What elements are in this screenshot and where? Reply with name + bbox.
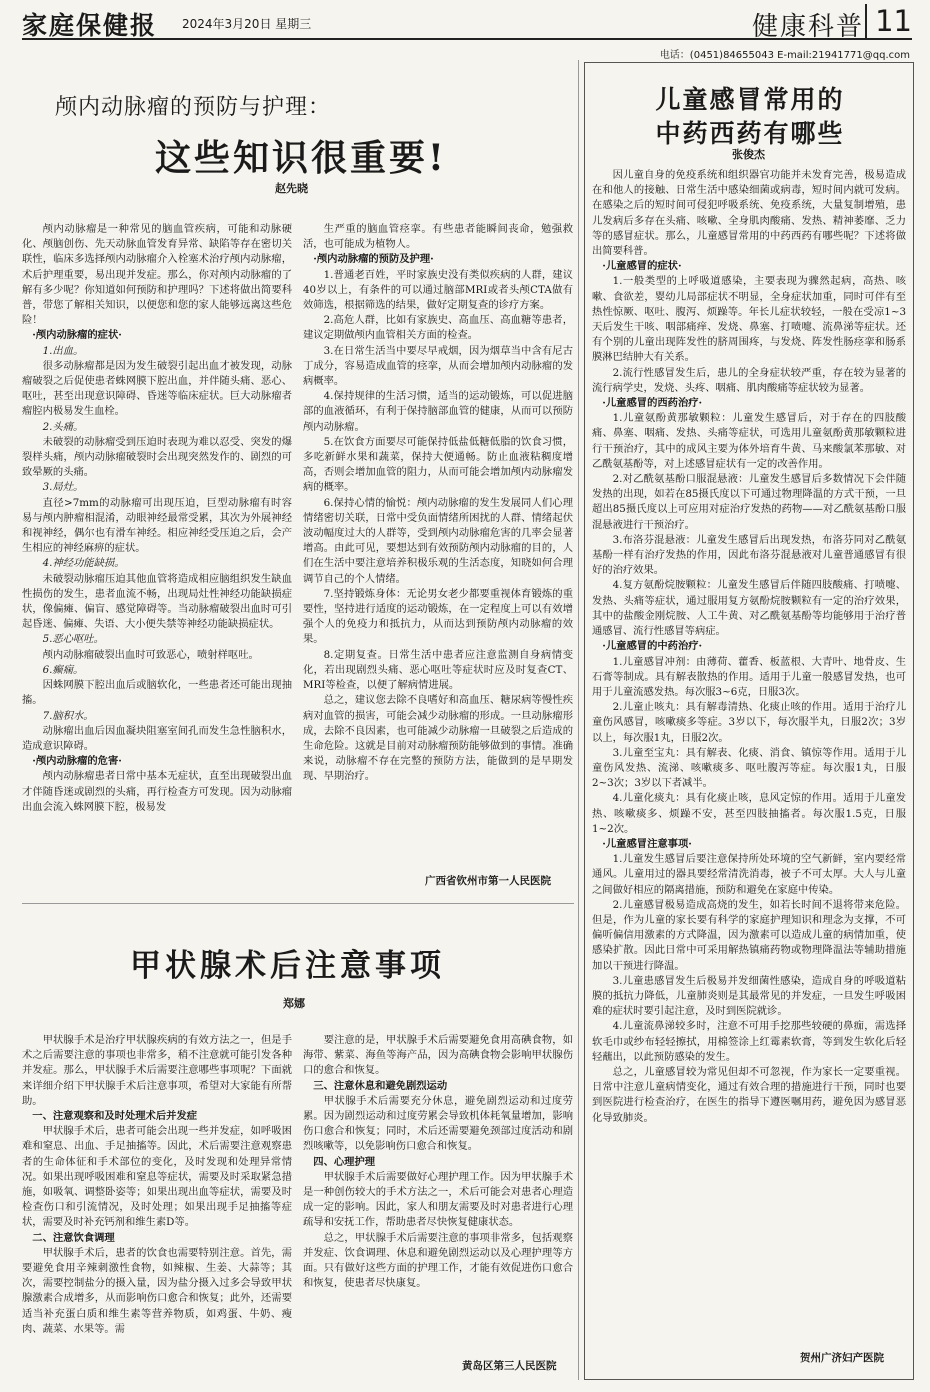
paragraph: 2.高危人群，比如有家族史、高血压、高血糖等患者，建议定期做颅内血管相关方面的检查。 (303, 314, 573, 342)
paragraph: 4.儿童流鼻涕较多时，注意不可用手挖那些较硬的鼻痂，需选择软毛巾或纱布轻轻擦拭，用棉签涂上红霉素软膏，等到发生软化后轻轻蘸出，以此预防感染的发生。 (592, 1020, 906, 1063)
section-name: 健康科普 (751, 12, 864, 42)
paragraph: 总之，建议您去除不良嗜好和高血压、糖尿病等慢性疾病对血管的损害，可能会减少动脉瘤的形成。一旦动脉瘤形成，去除不良因素，也可能减少动脉瘤一旦破裂之后造成的生命危险。这就是目前对动脉瘤预防能够做到的事情。准确来说，动脉瘤不存在完整的预防方法，能做到的是早期发现、早期治疗。 (303, 694, 573, 783)
article2-organization: 黄岛区第三人民医院 (462, 1360, 557, 1372)
paragraph: 2.儿童止咳丸：具有解毒清热、化痰止咳的作用。适用于治疗儿童伤风感冒，咳嗽痰多等症。3岁以下，每次服半丸，日服2次；3岁以上，每次服1丸，日服2次。 (592, 701, 906, 744)
section-heading: ·颅内动脉瘤的危害· (32, 755, 122, 768)
section-heading: ·颅内动脉瘤的预防及护理· (313, 253, 434, 266)
paragraph: 7.坚持锻炼身体：无论男女老少都要重视体育锻炼的重要性，坚持进行适度的运动锻炼，在一定程度上可以有效增强个人的免疫力和抵抗力，从而达到预防颅内动脉瘤的效果。 (303, 587, 573, 646)
masthead (22, 4, 912, 40)
article1-subtitle: 颅内动脉瘤的预防与护理： (55, 95, 332, 120)
paragraph: 4.保持规律的生活习惯，适当的运动锻炼，可以促进脑部的血液循环，有利于保持脑部血管的健康，从而可以预防颅内动脉瘤。 (303, 390, 573, 433)
paragraph: 因儿童自身的免疫系统和组织器官功能并未发育完善，极易造成在和他人的接触、日常生活中感染细菌或病毒，短时间内就可发病。在感染之后的短时间可侵犯呼吸系统、免疫系统，大量复制增殖，患儿发病后多存在头痛、咳嗽、全身肌肉酸痛、发热、精神萎靡、乏力等的感冒症状。那么，儿童感冒常用的中药西药有哪些呢？下述将做出简要科普。 (592, 169, 906, 258)
paragraph: 2.儿童感冒极易造成高烧的发生，如若长时间不退将带来危险。但是，作为儿童的家长要有科学的家庭护理知识和理念为支撑，不可偏听偏信用激素的方式降温，因为激素可以造成儿童的病情加重，使感染扩散。因此日常中可采用解热镇痛药物或物理降温法等辅助措施加以干预进行降温。 (592, 898, 906, 972)
subsection-heading: 2.头痛。 (42, 420, 84, 433)
paragraph: 4.复方氨酚烷胺颗粒：儿童发生感冒后伴随四肢酸痛、打喷嚏、发热、头痛等症状，通过服用复方氨酚烷胺颗粒有一定的治疗效果，其中的盐酸金刚烷胺、人工牛黄、对乙酰氨基酚等均能够用于治疗普通感冒、流行性感冒等病症。 (592, 579, 906, 638)
paragraph: 3.布洛芬混悬液：儿童发生感冒后出现发热，布洛芬同对乙酰氨基酚一样有治疗发热的作用，因此布洛芬混悬液对儿童普通感冒有很好的治疗效果。 (592, 533, 906, 577)
paragraph: 颅内动脉瘤患者日常中基本无症状，直至出现破裂出血才伴随昏迷或剧烈的头痛，再行检查方可发现。因为动脉瘤出血会流入蛛网膜下腔，极易发 (22, 770, 292, 813)
paragraph: 3.儿童至宝丸：具有解表、化痰、消食、镇惊等作用。适用于儿童伤风发热、流涕、咳嗽痰多、呕吐腹泻等症。每次服1丸，日服2~3次；3岁以下者减半。 (592, 746, 906, 790)
article3-title-line1: 儿童感冒常用的 (655, 85, 845, 114)
paragraph: 甲状腺手术是治疗甲状腺疾病的有效方法之一，但是手术之后需要注意的事项也非常多，稍不注意就可能引发各种并发症。那么，甲状腺手术后需要注意哪些事项呢？下面就来详细介绍下甲状腺手术后注意事项，希望对大家能有所帮助。 (22, 1034, 292, 1107)
paragraph: 动脉瘤出血后因血凝块阻塞室间孔而发生急性脑积水，造成意识障碍。 (22, 724, 292, 752)
article2-column-2 (303, 1033, 573, 1353)
section-heading: ·儿童感冒的中药治疗· (602, 640, 703, 653)
section-heading: ·儿童感冒的症状· (602, 260, 682, 273)
paragraph: 未破裂的动脉瘤受到压迫时表现为难以忍受、突发的爆裂样头痛，颅内动脉瘤破裂时会出现突然发作的、剧烈的可致晕厥的头痛。 (22, 435, 292, 479)
paragraph: 1.儿童发生感冒后要注意保持所处环境的空气新鲜，室内要经常通风。儿童用过的器具要经常清洗消毒，被子不可太厚。大人与儿童之间做好相应的隔离措施，预防和避免在家庭中传染。 (592, 853, 906, 896)
subsection-heading: 4.神经功能缺损。 (42, 557, 125, 570)
article2-author: 郑娜 (283, 997, 305, 1010)
subsection-heading: 6.癫痫。 (42, 663, 84, 676)
article3-body (592, 168, 906, 1343)
page-number: 11 (865, 4, 912, 38)
paragraph: 1.儿童感冒冲剂：由薄荷、藿香、板蓝根、大青叶、地骨皮、生石膏等制成。具有解表散热的作用。适用于儿童一般感冒发热，也可用于儿童流感发热。每次服3~6克，日服3次。 (592, 655, 906, 698)
article1-column-1 (22, 222, 292, 872)
paragraph: 生严重的脑血管痉挛。有些患者能瞬间丧命，勉强救活，也可能成为植物人。 (303, 223, 573, 251)
article3-title-line2: 中药西药有哪些 (655, 119, 845, 148)
subsection-heading: 7.脑积水。 (42, 709, 94, 722)
paper-name: 家庭保健报 (22, 11, 158, 40)
section-heading: 二、注意饮食调理 (32, 1231, 115, 1244)
article1-title: 这些知识很重要! (155, 137, 447, 179)
section-heading: ·儿童感冒的西药治疗· (602, 397, 703, 410)
paragraph: 未破裂动脉瘤压迫其他血管将造成相应脑组织发生缺血性损伤的发生，患者血流不畅，出现局灶性神经功能缺损症状，像偏瘫、偏盲、感觉障碍等。当动脉瘤破裂出血时可引起昏迷、偏瘫、失语、大小便失禁等神经功能缺损症状。 (22, 572, 292, 631)
paragraph: 很多动脉瘤都是因为发生破裂引起出血才被发现，动脉瘤破裂之后促使患者蛛网膜下腔出血，并伴随头痛、恶心、呕吐，甚至出现意识障碍、昏迷等临床症状。巨大动脉瘤者瘤腔内极易发生血栓。 (22, 359, 292, 418)
subsection-heading: 5.恶心呕吐。 (42, 633, 104, 646)
paragraph: 1.儿童氨酚黄那敏颗粒：儿童发生感冒后，对于存在的四肢酸痛、鼻塞、咽痛、发热、头痛等症状，可选用儿童氨酚黄那敏颗粒进行干预治疗，其中的成风主要为体外培育牛黄、马来酸氯苯那敏、对乙酰氨基酚等，对上述感冒症状有一定的改善作用。 (592, 412, 906, 470)
paragraph: 8.定期复查。日常生活中患者应注意监测自身病情变化，若出现剧烈头痛、恶心呕吐等症状时应及时复查CT、MRI等检查，以便了解病情进展。 (303, 648, 573, 692)
paragraph: 甲状腺手术后，患者的饮食也需要特别注意。首先，需要避免食用辛辣刺激性食物，如辣椒、生姜、大蒜等；其次，需要控制盐分的摄入量，因为盐分摄入过多会导致甲状腺激素合成增多，从而影响伤口愈合和恢复；此外，还需要适当补充蛋白质和维生素等营养物质，如鸡蛋、牛奶、瘦肉、蔬菜、水果等。需 (22, 1246, 292, 1335)
paragraph: 甲状腺手术后需要做好心理护理工作。因为甲状腺手术是一种创伤较大的手术方法之一，术后可能会对患者心理造成一定的影响。因此，家人和朋友需要及时对患者进行心理疏导和安抚工作，帮助患者尽快恢复健康状态。 (303, 1170, 573, 1229)
paragraph: 总之，甲状腺手术后需要注意的事项非常多，包括观察并发症、饮食调理、休息和避免剧烈运动以及心理护理等方面。只有做好这些方面的护理工作，才能有效促进伤口愈合和恢复，使患者尽快康复。 (303, 1231, 573, 1290)
article2-title: 甲状腺术后注意事项 (130, 948, 445, 984)
paragraph: 3.儿童患感冒发生后极易并发细菌性感染，造成自身的呼吸道粘膜的抵抗力降低，儿童肺炎则是其最常见的并发症，一旦发生呼吸困难的症状时要引起注意，及时到医院就诊。 (592, 974, 906, 1018)
paragraph: 2.对乙酰氨基酚口服混悬液：儿童发生感冒后多数情况下会伴随发热的出现，如若在85摄氏度以下可通过物理降温的方式干预，一旦超出85摄氏度以上可应用对症治疗发热的药物——对乙酰氨基酚口服混悬液进行干预治疗。 (592, 473, 906, 531)
article1-column-2 (303, 222, 573, 867)
column-divider (578, 60, 579, 1380)
paragraph: 5.在饮食方面要尽可能保持低盐低糖低脂的饮食习惯，多吃新鲜水果和蔬菜，保持大便通畅。防止血液粘稠度增高，否则会增加血管的阻力，从而可能会增加颅内动脉瘤发病的概率。 (303, 435, 573, 494)
paragraph: 4.儿童化痰丸：具有化痰止咳，息风定惊的作用。适用于儿童发热、咳嗽痰多、烦躁不安，甚至四肢抽搐者。每次服1.5克，日服1~2次。 (592, 792, 906, 835)
paragraph: 因蛛网膜下腔出血后或脑软化，一些患者还可能出现抽搐。 (22, 679, 292, 707)
paragraph: 甲状腺手术后，患者可能会出现一些并发症，如呼吸困难和窒息、出血、手足抽搐等。因此，术后需要注意观察患者的生命体征和手术部位的变化，及时发现和处理异常情况。如果出现呼吸困难和窒息等症状，需要及时采取紧急措施，如吸氧、调整卧姿等；如果出现出血等症状，需要及时检查伤口和引流情况，及时处理；如果出现手足抽搐等症状，需要及时补充钙剂和维生素D等。 (22, 1125, 292, 1229)
section-heading: 三、注意休息和避免剧烈运动 (313, 1079, 448, 1092)
paragraph: 甲状腺手术后需要充分休息，避免剧烈运动和过度劳累。因为剧烈运动和过度劳累会导致机体耗氧量增加，影响伤口愈合和恢复；同时，术后还需要避免颈部过度活动和剧烈咳嗽等，以免影响伤口愈合和恢复。 (303, 1094, 573, 1153)
paragraph: 颅内动脉瘤破裂出血时可致恶心，喷射样呕吐。 (42, 648, 259, 661)
section-heading: 四、心理护理 (313, 1155, 376, 1168)
paragraph: 3.在日常生活当中要尽早戒烟，因为烟草当中含有尼古丁成分，容易造成血管的痉挛，从而会增加颅内动脉瘤的发病概率。 (303, 344, 573, 388)
article1-author: 赵先晓 (275, 182, 308, 195)
article2-column-1 (22, 1033, 292, 1373)
paragraph: 2.流行性感冒发生后，患儿的全身症状较严重，存在较为显著的流行病学史，发烧、头疼、咽痛、肌肉酸痛等症状较为显著。 (592, 366, 906, 394)
paragraph: 总之，儿童感冒较为常见但却不可忽视，作为家长一定要重视。日常中注意儿童病情变化，通过有效合理的措施进行干预，同时也要到医院进行检查治疗，在医生的指导下遵医嘱用药，避免因为感冒恶化导致肺炎。 (592, 1065, 906, 1124)
section-heading: ·颅内动脉瘤的症状· (32, 329, 122, 342)
contact-info: 电话：(0451)84655043 E-mail:21941771@qq.com (659, 50, 910, 61)
paragraph: 1.一般类型的上呼吸道感染，主要表现为骤然起病，高热、咳嗽、食欲差，婴幼儿局部症状不明显，全身症状加重，同时可伴有至热性惊厥、呕吐、腹泻、烦躁等。年长儿症状较轻，一般在受凉1~3天后发生干咳、咽部痛痒、发烧、鼻塞、打喷嚏、流鼻涕等症状。还有个别的儿童出现阵发性的脐周围疼，与发烧、阵发性肠痉挛和肠系膜淋巴结肿大有关系。 (592, 275, 906, 364)
paragraph: 颅内动脉瘤是一种常见的脑血管疾病，可能和动脉硬化、颅脑创伤、先天动脉血管发育异常、缺陷等存在密切关联性，临床多选择颅内动脉瘤介入栓塞术治疗颅内动脉瘤，术后护理重要，易出现并发症。那么，你对颅内动脉瘤的了解有多少呢？你知道如何预防和护理吗？下述将做出简要科普，带您了解相关知识，以便您和您的家人能够远离这些危险！ (22, 223, 292, 327)
article3-organization: 贺州广济妇产医院 (800, 1352, 884, 1364)
issue-date: 2024年3月20日 星期三 (182, 17, 312, 31)
article1-organization: 广西省钦州市第一人民医院 (425, 875, 551, 887)
section-heading: ·儿童感冒注意事项· (602, 837, 692, 850)
subsection-heading: 3.局灶。 (42, 481, 84, 494)
paragraph: 6.保持心情的愉悦：颅内动脉瘤的发生发展同人们心理情绪密切关联，日常中受负面情绪所困扰的人群、情绪起伏波动幅度过大的人群等，受到颅内动脉瘤危害的几率会显著增高。由此可见，要想达到有效预防颅内动脉瘤的目的，人们在生活中要注意培养积极乐观的生活态度，知晓如何合理调节自己的个人情绪。 (303, 496, 573, 585)
paragraph: 直径>7mm的动脉瘤可出现压迫，巨型动脉瘤有时容易与颅内肿瘤相混淆，动眼神经最常受累，其次为外展神经和视神经，偶尔也有滑车神经。相应神经受压迫之后，会产生相应的神经麻痹的症状。 (22, 496, 292, 555)
subsection-heading: 1.出血。 (42, 344, 84, 357)
article3-author: 张俊杰 (732, 148, 765, 161)
article-divider (22, 903, 574, 904)
paragraph: 1.普通老百姓，平时家族史没有类似疾病的人群，建议40岁以上，有条件的可以通过脑部MRI或者头颅CTA做有效筛选，根据筛选的结果，做好定期复查的诊疗方案。 (303, 268, 573, 312)
section-heading: 一、注意观察和及时处理术后并发症 (32, 1110, 198, 1123)
paragraph: 要注意的是，甲状腺手术后需要避免食用高碘食物，如海带、紫菜、海鱼等海产品，因为高碘食物会影响甲状腺伤口的愈合和恢复。 (303, 1034, 573, 1077)
